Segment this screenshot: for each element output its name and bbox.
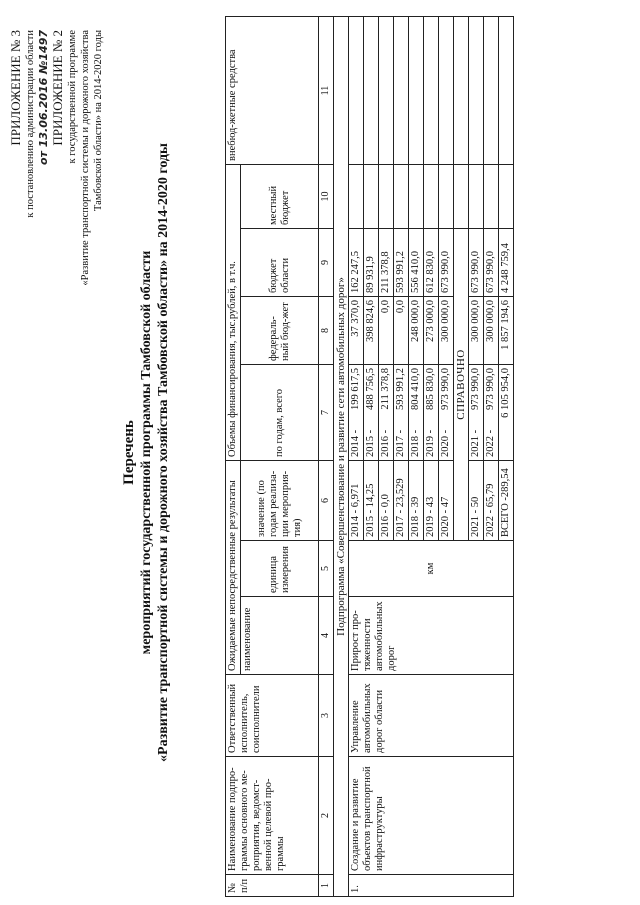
offbudget-cell [469,17,484,165]
local-cell [409,165,424,229]
offbudget-cell [424,17,439,165]
header-expected: Ожидаемые непосредственные результаты [226,461,241,675]
regional-cell: 673 990,0 [469,229,484,297]
value-cell: 2021 - 50 [469,461,484,541]
header-offbudget: внебюд-жетные средства [226,17,319,165]
row-executor: Управление автомобильных дорог области [349,675,514,757]
colnum-3: 3 [319,675,334,757]
total-cell: 488 756,5 [364,365,379,427]
offbudget-cell [364,17,379,165]
year-cell: 2021 - [469,427,484,461]
measures-table [225,16,514,897]
table-row [349,17,364,897]
federal-cell: 300 000,0 [439,297,454,365]
federal-cell: 300 000,0 [484,297,499,365]
local-cell [379,165,394,229]
year-cell: 2020 - [439,427,454,461]
local-cell [454,165,469,229]
offbudget-cell [499,17,514,165]
offbudget-cell [379,17,394,165]
federal-cell: 37 370,0 [349,297,364,365]
colnum-1: 1 [319,875,334,897]
year-cell: 2016 - [379,427,394,461]
colnum-9: 9 [319,229,334,297]
program-name-line1: «Развитие транспортной системы и дорожного хозяйства [80,30,91,286]
year-cell: 2015 - [364,427,379,461]
value-cell: 2017 - 23,529 [394,461,409,541]
colnum-4: 4 [319,597,334,675]
colnum-8: 8 [319,297,334,365]
colnum-6: 6 [319,461,334,541]
header-local: местный бюджет [241,165,319,229]
regional-cell: 593 991,2 [394,229,409,297]
colnum-11: 11 [319,17,334,165]
value-cell: 2020 - 47 [439,461,454,541]
offbudget-cell [394,17,409,165]
offbudget-cell [409,17,424,165]
local-cell [469,165,484,229]
annex3-label: ПРИЛОЖЕНИЕ № 3 [8,30,23,146]
header-regional: бюджет области [241,229,319,297]
subprogram-title: Подпрограмма «Совершенствование и развитие сети автомобильных дорог» [334,17,349,897]
value-cell: 2014 - 6,971 [349,461,364,541]
federal-cell: 300 000,0 [469,297,484,365]
regional-cell: 162 247,5 [349,229,364,297]
header-num: № п/п [226,875,319,897]
header-exp-value: значение (по годам реализа-ции мероприя-тия) [241,461,319,541]
header-financing: Объемы финансирования, тыс.рублей, в т.ч. [226,165,241,461]
header-exp-unit: единица измерения [241,541,319,597]
local-cell [484,165,499,229]
regional-cell: 612 830,0 [424,229,439,297]
regional-cell: 89 931,9 [364,229,379,297]
value-cell: 2019 - 43 [424,461,439,541]
title-line2: мероприятий государственной программы Тамбовской области [139,250,154,655]
total-sum: 6 105 954,0 [499,365,514,461]
year-cell: 2022 - [484,427,499,461]
local-cell [394,165,409,229]
federal-cell: 0,0 [394,297,409,365]
local-cell [349,165,364,229]
header-by-years: по годам, всего [241,365,319,461]
value-cell: 2018 - 39 [409,461,424,541]
row-unit: км [349,541,514,597]
local-cell [424,165,439,229]
header-executor: Ответственный исполнитель, соисполнители [226,675,319,757]
annex-header [8,30,105,286]
federal-cell: 0,0 [379,297,394,365]
total-value: ВСЕГО -289,54 [499,461,514,541]
total-federal: 1 857 194,6 [499,297,514,365]
row-name: Создание и развитие объектов транспортной инфраструктуры [349,757,514,875]
local-cell [439,165,454,229]
program-name-line2: Тамбовской области» на 2014-2020 годы [93,30,104,212]
total-cell: 973 990,0 [484,365,499,427]
year-cell: 2014 - [349,427,364,461]
total-cell: 973 990,0 [439,365,454,427]
local-cell [364,165,379,229]
colnum-2: 2 [319,757,334,875]
regional-cell: 556 410,0 [409,229,424,297]
subprogram-row [334,17,349,897]
annex2-label: ПРИЛОЖЕНИЕ № 2 [50,30,65,146]
value-cell: 2022 - 65,79 [484,461,499,541]
value-cell: 2015 - 14,25 [364,461,379,541]
total-cell: 973 990,0 [469,365,484,427]
offbudget-cell [349,17,364,165]
total-cell: 199 617,5 [349,365,364,427]
title-line3: «Развитие транспортной системы и дорожного хозяйства Тамбовской области» на 2014-2020 годы [156,143,171,762]
value-cell: 2016 - 0,0 [379,461,394,541]
total-cell: 211 378,8 [379,365,394,427]
total-regional: 4 248 759,4 [499,229,514,297]
header-federal: федераль-ный бюд-жет [241,297,319,365]
local-cell [499,165,514,229]
handwritten-date-number: от 13.06.2016 №1497 [37,30,50,166]
document-title [120,0,172,905]
decree-line: к постановлению администрации области [25,30,36,218]
colnum-10: 10 [319,165,334,229]
regional-cell: 673 990,0 [484,229,499,297]
row-result-name: Прирост про-тяженности автомобильных дорог [349,597,514,675]
column-number-row [319,17,334,897]
regional-cell: 211 378,8 [379,229,394,297]
year-cell: 2019 - [424,427,439,461]
offbudget-cell [454,17,469,165]
year-cell: 2018 - [409,427,424,461]
year-cell: 2017 - [394,427,409,461]
colnum-7: 7 [319,365,334,461]
row-num: 1. [349,875,514,897]
offbudget-cell [439,17,454,165]
header-name: Наименование подпро-граммы основного ме-роприятия, ведомст-венной целевой про-граммы [226,757,319,875]
regional-cell: 673 990,0 [439,229,454,297]
header-exp-name: наименование [241,597,319,675]
offbudget-cell [484,17,499,165]
reference-label: СПРАВОЧНО [454,229,469,541]
colnum-5: 5 [319,541,334,597]
total-cell: 593 991,2 [394,365,409,427]
federal-cell: 398 824,6 [364,297,379,365]
total-cell: 885 830,0 [424,365,439,427]
federal-cell: 248 000,0 [409,297,424,365]
federal-cell: 273 000,0 [424,297,439,365]
title-line1: Перечень [121,420,137,485]
to-program-line: к государственной программе [67,30,78,164]
total-cell: 804 410,0 [409,365,424,427]
